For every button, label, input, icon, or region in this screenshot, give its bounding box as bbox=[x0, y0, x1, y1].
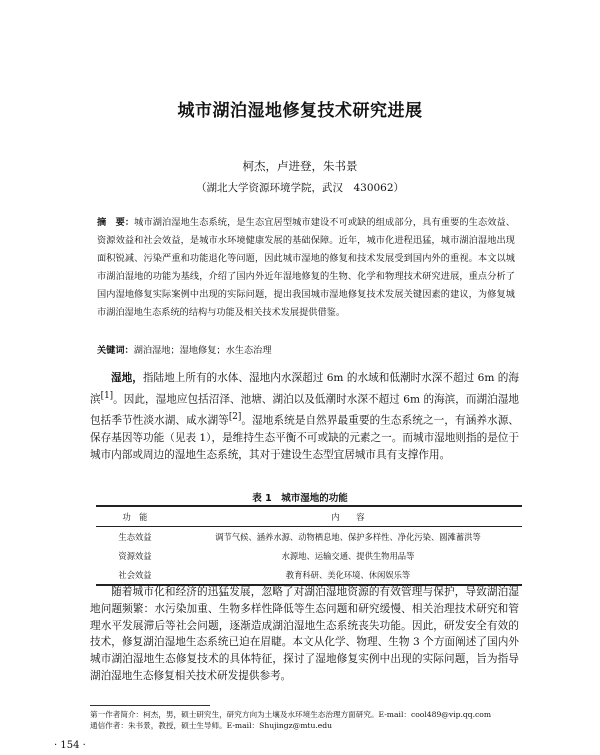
intro-lead-word: 湿地， bbox=[111, 372, 143, 384]
table-cell: 社会效益 bbox=[96, 565, 174, 585]
table-row bbox=[96, 546, 522, 565]
footnote-corresponding-author: 通信作者：朱书景，教授，硕士生导师。E-mail：Shujingz@mtu.edu bbox=[90, 721, 333, 730]
intro-text-p2: 随着城市化和经济的迅猛发展，忽略了对湖泊湿地资源的有效管理与保护，导致湖泊湿地问题频繁：水污染加重、生物多样性降低等生态问题和研究缓慢、相关治理技术研究和管理水平发展滞后等社会问题，逐渐造成湖泊湿地生态系统丧失功能。因此，研发安全有效的技术，修复湖泊湿地生态系统已迫在眉睫。本文从化学、物理、生物 3 个方面阐述了国内外城市湖泊湿地生态修复技术的具体特征，探讨了湿地修复实例中出现的实际问题，旨为指导湖泊湿地生态修复相关技术研发提供参考。 bbox=[90, 586, 519, 682]
intro-paragraph-2 bbox=[90, 584, 519, 685]
table-cell: 水源地、运输交通、提供生物用品等 bbox=[281, 550, 415, 561]
keywords bbox=[97, 342, 515, 356]
citation-1: [1] bbox=[100, 390, 114, 401]
abstract bbox=[97, 214, 515, 322]
intro-text-b: 。因此，湿地应包括沼泽、池塘、湖泊以及低潮时水深不超过 6m 的海滨，而湖泊湿地包括季节性淡水湖、咸水湖等 bbox=[90, 393, 519, 427]
table-cell: 教育科研、美化环境、休闲娱乐等 bbox=[174, 565, 522, 585]
page-number: · 154 · bbox=[54, 740, 86, 751]
footnote-divider bbox=[90, 705, 210, 706]
intro-paragraph-1 bbox=[90, 370, 519, 465]
footnote-first-author: 第一作者简介：柯杰，男，硕士研究生，研究方向为土壤及水环境生态治理方面研究。E-mail：cool489@vip.qq.com bbox=[90, 710, 492, 719]
keywords-text: 湖泊湿地；湿地修复；水生态治理 bbox=[133, 345, 272, 356]
table-cell: 生态效益 bbox=[118, 531, 152, 542]
table-header-cell: 内 容 bbox=[174, 506, 522, 527]
abstract-label: 摘 要： bbox=[97, 217, 135, 228]
intro-text-c: 。湿地系统是自然界最重要的生态系统之一，有涵养水源、保存基因等功能（见表 1），是维持生态平衡不可或缺的元素之一。而城市湿地则指的是位于城市内部或周边的湿地生态系统，其对于建设生态型宜居城市具有支撑作用。 bbox=[90, 414, 519, 462]
authors: 柯杰，卢进登，朱书景 bbox=[242, 159, 358, 173]
abstract-text: 城市湖泊湿地生态系统，是生态宜居型城市建设不可或缺的组成部分，具有重要的生态效益、资源效益和社会效益，是城市水环境健康发展的基础保障。近年，城市化进程迅猛，城市湖泊湿地出现面积锐减、污染严重和功能退化等问题，因此城市湿地的修复和技术发展受到国内外的重视。本文以城市湖泊湿地的功能为基线，介绍了国内外近年湿地修复的生物、化学和物理技术研究进展，重点分析了国内湿地修复实际案例中出现的实际问题，提出我国城市湿地修复技术发展关键因素的建议，为修复城市湖泊湿地生态系统的结构与功能及相关技术发展提供借鉴。 bbox=[97, 217, 516, 318]
table-caption: 表 1 城市湿地的功能 bbox=[252, 493, 348, 504]
table-row bbox=[96, 527, 522, 547]
table-header-row bbox=[96, 506, 522, 527]
keywords-label: 关键词： bbox=[97, 345, 134, 356]
table-header-cell: 功 能 bbox=[96, 506, 174, 527]
citation-2: [2] bbox=[228, 411, 242, 422]
table-row bbox=[96, 565, 522, 585]
table-cell: 资源效益 bbox=[118, 550, 152, 561]
paper-title: 城市湖泊湿地修复技术研究进展 bbox=[177, 101, 423, 121]
intro-text-a: 指陆地上所有的水体、湿地内水深超过 6m 的水域和低潮时水深不超过 6m 的海滨 bbox=[90, 372, 520, 406]
affiliation: （湖北大学资源环境学院，武汉 430062） bbox=[195, 182, 405, 194]
functions-table bbox=[96, 505, 522, 586]
table-cell: 调节气候、涵养水源、动物栖息地、保护多样性、净化污染、圆滩蓄洪等 bbox=[215, 531, 481, 542]
